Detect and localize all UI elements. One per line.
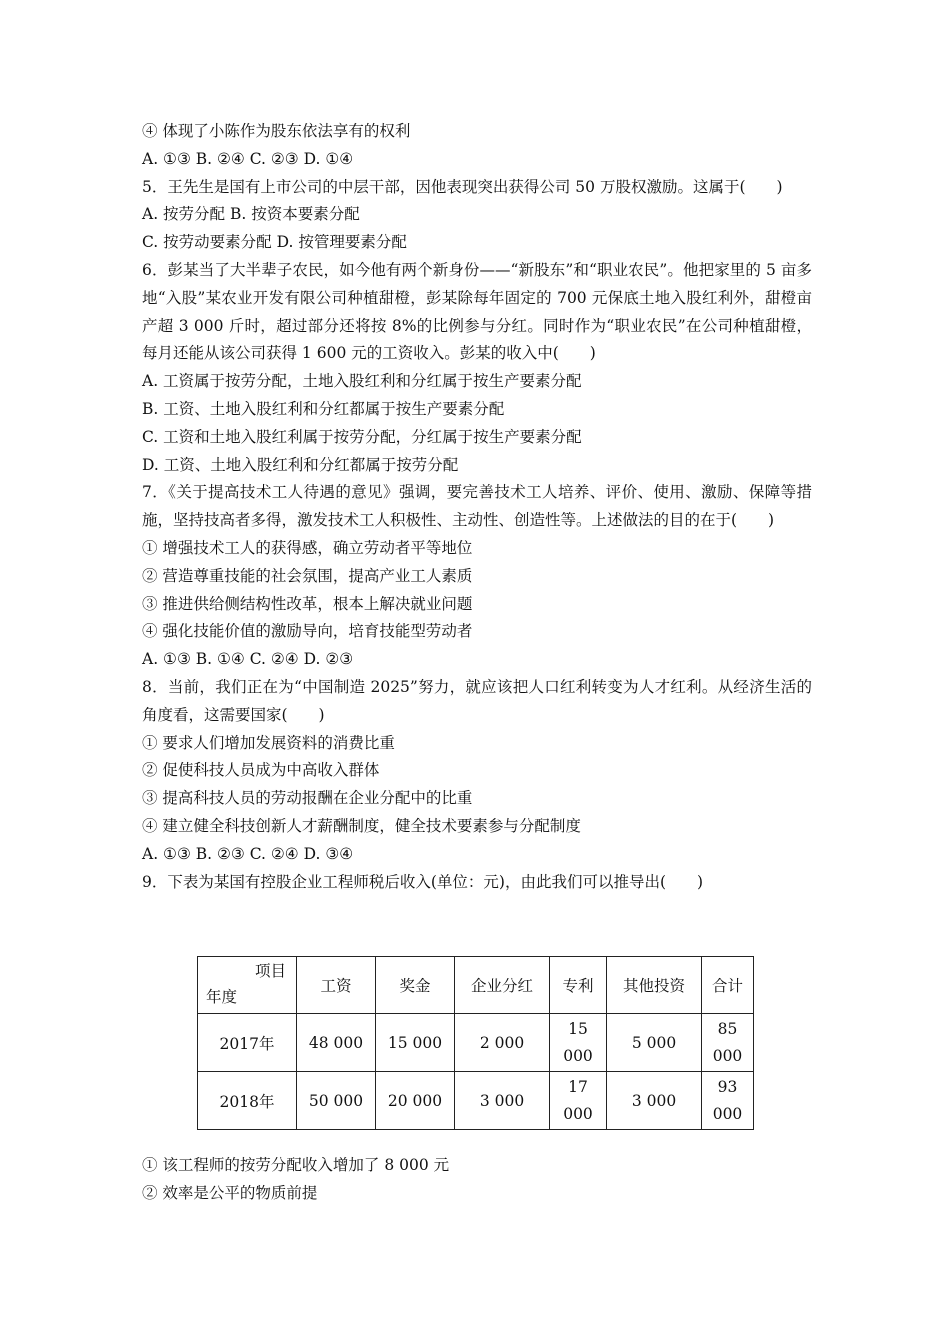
q5-options-cd: C. 按劳动要素分配 D. 按管理要素分配	[142, 233, 407, 252]
table-header-row	[198, 957, 754, 1014]
column-header: 奖金	[376, 957, 455, 1014]
corner-label-item: 项目	[254, 962, 286, 980]
q6-option-a: A. 工资属于按劳分配，土地入股红利和分红属于按生产要素分配	[142, 372, 582, 391]
q8-stem: 8．当前，我们正在为“中国制造 2025”努力，就应该把人口红利转变为人才红利。从经济生活的角度看，这需要国家( )	[142, 677, 812, 724]
q9-stem: 9．下表为某国有控股企业工程师税后收入(单位：元)，由此我们可以推导出( )	[142, 872, 704, 891]
q7-item-3: ③ 推进供给侧结构性改革，根本上解决就业问题	[142, 594, 473, 613]
patent-value-line-1: 15	[568, 1019, 588, 1038]
patent-value-line-1: 17	[568, 1077, 588, 1096]
year-cell: 2018年	[198, 1072, 297, 1130]
column-header: 合计	[702, 957, 754, 1014]
bonus-cell: 20 000	[376, 1072, 455, 1130]
column-header: 其他投资	[607, 957, 702, 1014]
q8-item-4: ④ 建立健全科技创新人才薪酬制度，健全技术要素参与分配制度	[142, 816, 581, 835]
q4-option-4: ④ 体现了小陈作为股东依法享有的权利	[142, 122, 411, 140]
q6-option-d: D. 工资、土地入股红利和分红都属于按劳分配	[142, 455, 459, 474]
q8-item-2: ② 促使科技人员成为中高收入群体	[142, 761, 380, 780]
other-investment-cell: 5 000	[607, 1014, 702, 1072]
q7-answer-choices: A. ①③ B. ①④ C. ②④ D. ②③	[142, 650, 354, 669]
q7-item-2: ② 营造尊重技能的社会氛围，提高产业工人素质	[142, 566, 473, 585]
table-row	[198, 1014, 754, 1072]
q7-item-1: ① 增强技术工人的获得感，确立劳动者平等地位	[142, 538, 473, 557]
q6-stem: 6．彭某当了大半辈子农民，如今他有两个新身份——“新股东”和“职业农民”。他把家里的 5 亩多地“入股”某农业开发有限公司种植甜橙，彭某除每年固定的 700 元保底土地入股红利外，甜橙亩产超 3 000 斤时，超过部分还将按 8%的比例参与分红。同时作为“职业农民”在公司种植甜橙，每月还能从该公司获得 1 600 元的工资收入。彭某的收入中( )	[142, 260, 812, 363]
patent-value-line-2: 000	[563, 1104, 593, 1123]
q5-stem: 5．王先生是国有上市公司的中层干部，因他表现突出获得公司 50 万股权激励。这属于( )	[142, 177, 783, 196]
q6-option-b: B. 工资、土地入股红利和分红都属于按生产要素分配	[142, 399, 505, 418]
patent-cell	[550, 1014, 607, 1072]
wage-cell: 48 000	[297, 1014, 376, 1072]
corner-label-year: 年度	[206, 988, 238, 1006]
q9-item-2: ② 效率是公平的物质前提	[142, 1183, 318, 1202]
q7-stem: 7．《关于提高技术工人待遇的意见》强调，要完善技术工人培养、评价、使用、激励、保障等措施，坚持技高者多得，激发技术工人积极性、主动性、创造性等。上述做法的目的在于( )	[142, 483, 812, 530]
total-cell	[702, 1072, 754, 1130]
total-value-line-1: 85	[717, 1019, 738, 1038]
q6-option-c: C. 工资和土地入股红利属于按劳分配，分红属于按生产要素分配	[142, 427, 582, 446]
dividend-cell: 2 000	[455, 1014, 550, 1072]
patent-cell	[550, 1072, 607, 1130]
total-value-line-1: 93	[717, 1077, 738, 1096]
column-header: 工资	[297, 957, 376, 1014]
q7-item-4: ④ 强化技能价值的激励导向，培育技能型劳动者	[142, 622, 473, 641]
question-content	[142, 118, 812, 896]
column-header: 专利	[550, 957, 607, 1014]
total-value-line-2: 000	[712, 1046, 743, 1065]
bonus-cell: 15 000	[376, 1014, 455, 1072]
q4-answer-choices: A. ①③ B. ②④ C. ②③ D. ①④	[142, 149, 354, 168]
q8-item-1: ① 要求人们增加发展资料的消费比重	[142, 733, 395, 752]
table-row	[198, 1072, 754, 1130]
q9-item-1: ① 该工程师的按劳分配收入增加了 8 000 元	[142, 1156, 450, 1174]
column-header: 企业分红	[455, 957, 550, 1014]
total-value-line-2: 000	[712, 1104, 743, 1123]
q8-item-3: ③ 提高科技人员的劳动报酬在企业分配中的比重	[142, 789, 473, 808]
total-cell	[702, 1014, 754, 1072]
q9-items	[142, 1152, 812, 1208]
other-investment-cell: 3 000	[607, 1072, 702, 1130]
q8-answer-choices: A. ①③ B. ②③ C. ②④ D. ③④	[142, 844, 354, 863]
table-corner-cell	[198, 957, 297, 1014]
income-table	[197, 956, 754, 1130]
q5-options-ab: A. 按劳分配 B. 按资本要素分配	[142, 205, 360, 224]
wage-cell: 50 000	[297, 1072, 376, 1130]
year-cell: 2017年	[198, 1014, 297, 1072]
patent-value-line-2: 000	[563, 1046, 593, 1065]
dividend-cell: 3 000	[455, 1072, 550, 1130]
